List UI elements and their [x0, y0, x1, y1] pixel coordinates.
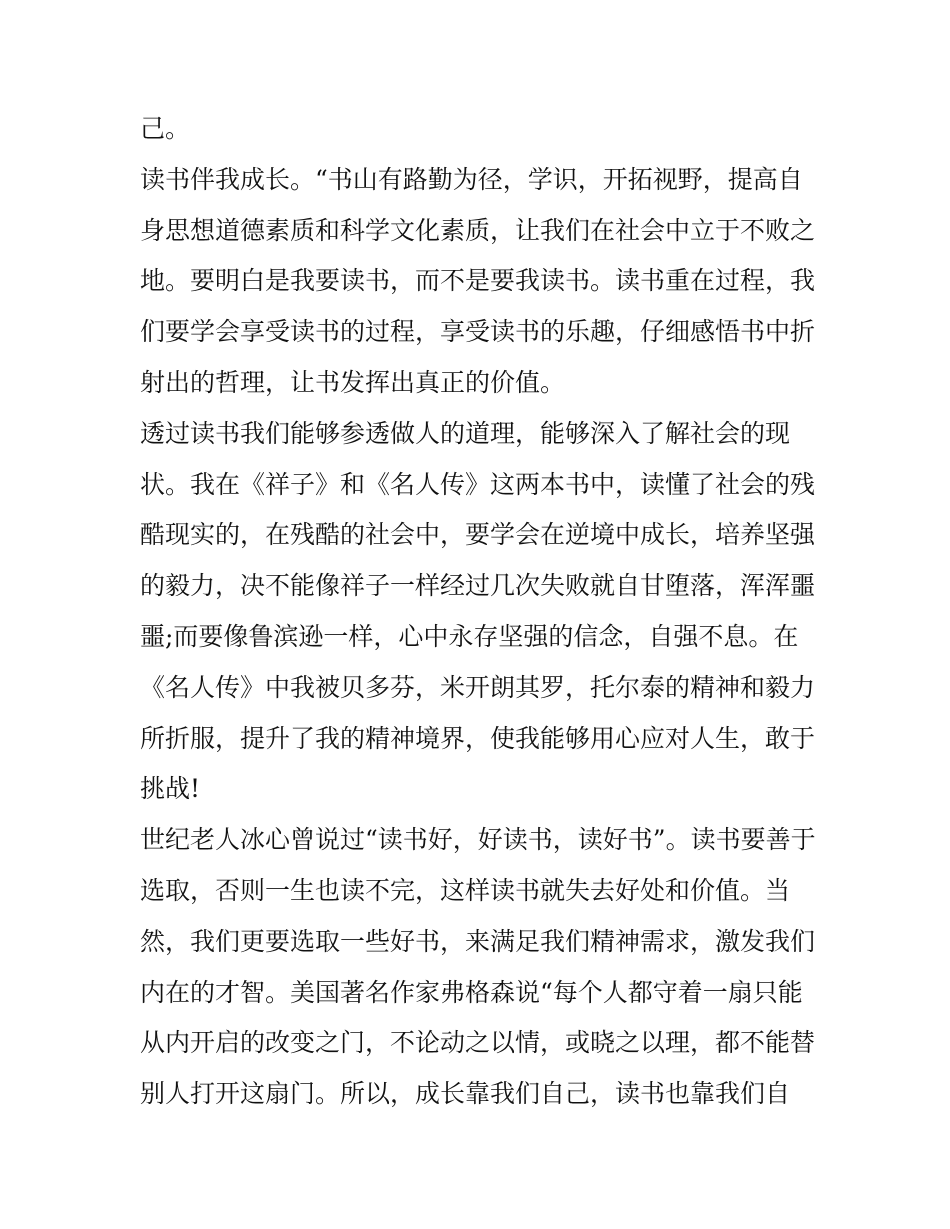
text-line: 内在的才智。美国著名作家弗格森说“每个人都守着一扇只能 — [140, 977, 803, 1007]
text-line: 们要学会享受读书的过程，享受读书的乐趣，仔细感悟书中折 — [140, 317, 816, 347]
text-line: 世纪老人冰心曾说过“读书好，好读书，读好书”。读书要善于 — [140, 825, 816, 855]
text-line: 状。我在《祥子》和《名人传》这两本书中，读懂了社会的残 — [140, 469, 816, 499]
text-line: 身思想道德素质和科学文化素质，让我们在社会中立于不败之 — [140, 215, 816, 245]
text-line: 射出的哲理，让书发挥出真正的价值。 — [140, 367, 566, 397]
text-line: 噩;而要像鲁滨逊一样，心中永存坚强的信念，自强不息。在 — [140, 621, 799, 651]
text-line: 透过读书我们能够参透做人的道理，能够深入了解社会的现 — [140, 418, 791, 448]
text-line: 别人打开这扇门。所以，成长靠我们自己，读书也靠我们自 — [140, 1079, 791, 1109]
text-line: 读书伴我成长。“书山有路勤为径，学识，开拓视野，提高自 — [140, 164, 803, 194]
text-line: 挑战! — [140, 774, 201, 804]
body-text — [140, 104, 820, 1120]
text-line: 的毅力，决不能像祥子一样经过几次失败就自甘堕落，浑浑噩 — [140, 571, 816, 601]
text-line: 己。 — [140, 114, 191, 143]
text-line: 酷现实的，在残酷的社会中，要学会在逆境中成长，培养坚强 — [140, 520, 816, 550]
text-line: 《名人传》中我被贝多芬，米开朗其罗，托尔泰的精神和毅力 — [140, 672, 816, 702]
text-line: 地。要明白是我要读书，而不是要我读书。读书重在过程，我 — [140, 266, 816, 296]
text-line: 从内开启的改变之门，不论动之以情，或晓之以理，都不能替 — [140, 1028, 816, 1058]
text-line: 然，我们更要选取一些好书，来满足我们精神需求，激发我们 — [140, 926, 816, 956]
text-line: 选取，否则一生也读不完，这样读书就失去好处和价值。当 — [140, 875, 791, 905]
text-line: 所折服，提升了我的精神境界，使我能够用心应对人生，敢于 — [140, 723, 816, 753]
